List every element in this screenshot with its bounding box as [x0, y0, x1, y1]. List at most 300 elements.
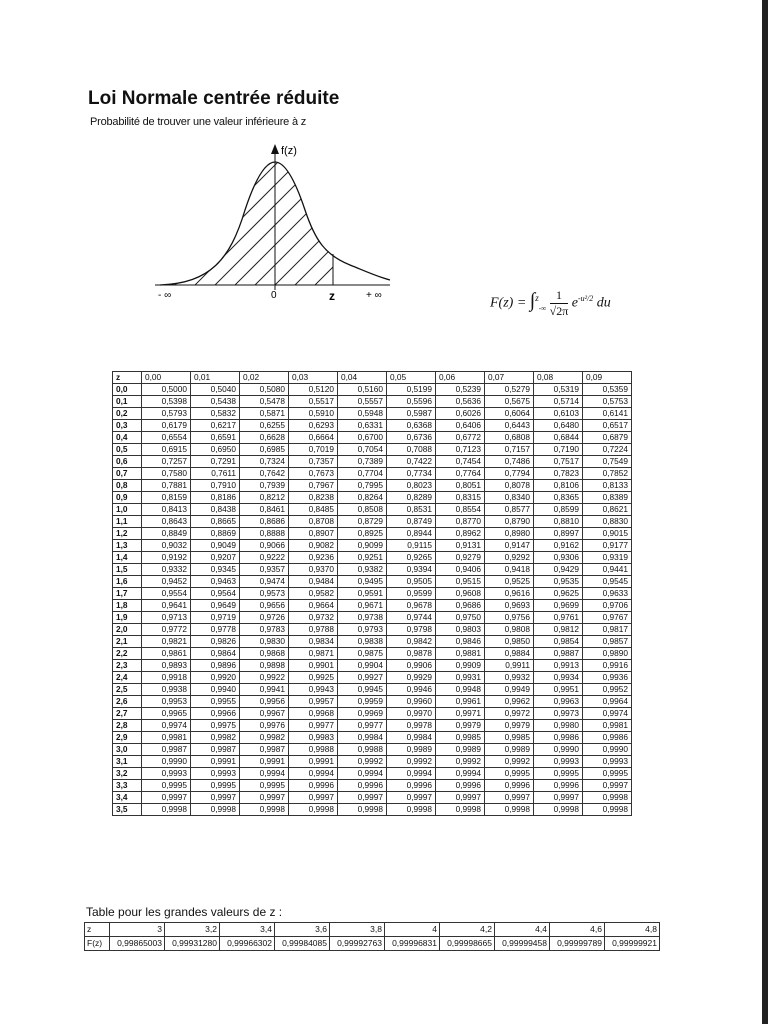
table-cell: 0,7704 — [338, 468, 387, 480]
normal-curve-figure — [150, 140, 400, 310]
table-cell: 0,9726 — [240, 612, 289, 624]
table-cell: 0,9808 — [485, 624, 534, 636]
table-cell: 0,9633 — [583, 588, 632, 600]
table-cell: 0,9857 — [583, 636, 632, 648]
table-cell: 0,7357 — [289, 456, 338, 468]
table-cell: 0,6217 — [191, 420, 240, 432]
table-cell: 0,9591 — [338, 588, 387, 600]
large-values-z-cell: 3,2 — [165, 923, 220, 937]
table-cell: 0,7224 — [583, 444, 632, 456]
table-cell: 0,9767 — [583, 612, 632, 624]
table-cell: 0,9997 — [240, 792, 289, 804]
table-cell: 0,9943 — [289, 684, 338, 696]
table-cell: 0,9357 — [240, 564, 289, 576]
table-cell: 0,8389 — [583, 492, 632, 504]
table-row — [113, 720, 632, 732]
table-cell: 0,8365 — [534, 492, 583, 504]
table-cell: 0,5910 — [289, 408, 338, 420]
table-cell: 0,8078 — [485, 480, 534, 492]
table-cell: 0,9394 — [387, 564, 436, 576]
table-cell: 0,9719 — [191, 612, 240, 624]
table-cell: 0,8264 — [338, 492, 387, 504]
table-cell: 0,9979 — [436, 720, 485, 732]
table-cell: 0,9279 — [436, 552, 485, 564]
table-row — [113, 744, 632, 756]
table-cell: 0,8485 — [289, 504, 338, 516]
formula-lhs: F(z) = — [490, 295, 527, 311]
table-cell: 0,9545 — [583, 576, 632, 588]
column-header: 0,05 — [387, 372, 436, 384]
table-cell: 0,5199 — [387, 384, 436, 396]
table-cell: 0,9913 — [534, 660, 583, 672]
row-z-label: 0,3 — [113, 420, 142, 432]
large-values-f-cell: 0,99966302 — [220, 937, 275, 951]
table-cell: 0,9693 — [485, 600, 534, 612]
table-row — [113, 540, 632, 552]
table-cell: 0,7486 — [485, 456, 534, 468]
table-cell: 0,6844 — [534, 432, 583, 444]
large-values-f-cell: 0,99865003 — [110, 937, 165, 951]
table-cell: 0,6293 — [289, 420, 338, 432]
table-cell: 0,9987 — [191, 744, 240, 756]
table-cell: 0,9993 — [583, 756, 632, 768]
table-cell: 0,9998 — [387, 804, 436, 816]
table-cell: 0,9732 — [289, 612, 338, 624]
table-cell: 0,9965 — [142, 708, 191, 720]
table-cell: 0,7794 — [485, 468, 534, 480]
table-cell: 0,5636 — [436, 396, 485, 408]
table-cell: 0,8643 — [142, 516, 191, 528]
row-z-label: 0,8 — [113, 480, 142, 492]
table-cell: 0,9986 — [534, 732, 583, 744]
table-row — [113, 588, 632, 600]
table-row — [113, 624, 632, 636]
table-cell: 0,9332 — [142, 564, 191, 576]
table-cell: 0,9997 — [387, 792, 436, 804]
table-cell: 0,9956 — [240, 696, 289, 708]
table-cell: 0,9207 — [191, 552, 240, 564]
table-cell: 0,7157 — [485, 444, 534, 456]
table-row — [113, 804, 632, 816]
table-cell: 0,9997 — [191, 792, 240, 804]
large-values-z-cell: 4,2 — [440, 923, 495, 937]
table-cell: 0,8413 — [142, 504, 191, 516]
table-cell: 0,9998 — [289, 804, 338, 816]
table-row — [113, 408, 632, 420]
table-cell: 0,7852 — [583, 468, 632, 480]
table-cell: 0,9927 — [338, 672, 387, 684]
table-cell: 0,9875 — [338, 648, 387, 660]
table-cell: 0,9934 — [534, 672, 583, 684]
table-cell: 0,9821 — [142, 636, 191, 648]
table-cell: 0,9671 — [338, 600, 387, 612]
x-label-neg-inf: - ∞ — [158, 290, 172, 301]
table-cell: 0,9997 — [436, 792, 485, 804]
table-cell: 0,9931 — [436, 672, 485, 684]
table-cell: 0,9974 — [583, 708, 632, 720]
table-cell: 0,9998 — [583, 804, 632, 816]
table-cell: 0,9901 — [289, 660, 338, 672]
row-z-label: 0,1 — [113, 396, 142, 408]
formula-exponent: -u²/2 — [577, 294, 594, 304]
table-cell: 0,9817 — [583, 624, 632, 636]
row-z-label: 2,4 — [113, 672, 142, 684]
column-header: 0,01 — [191, 372, 240, 384]
table-cell: 0,6103 — [534, 408, 583, 420]
table-row — [113, 600, 632, 612]
table-cell: 0,9854 — [534, 636, 583, 648]
large-values-z-cell: 3,8 — [330, 923, 385, 937]
table-cell: 0,9992 — [485, 756, 534, 768]
table-cell: 0,9803 — [436, 624, 485, 636]
table-cell: 0,9996 — [338, 780, 387, 792]
table-cell: 0,9982 — [240, 732, 289, 744]
column-header: 0,02 — [240, 372, 289, 384]
row-z-label: 0,7 — [113, 468, 142, 480]
table-cell: 0,9949 — [485, 684, 534, 696]
table-row — [113, 504, 632, 516]
table-cell: 0,9968 — [289, 708, 338, 720]
table-cell: 0,9998 — [142, 804, 191, 816]
table-cell: 0,9834 — [289, 636, 338, 648]
table-cell: 0,9515 — [436, 576, 485, 588]
table-cell: 0,9994 — [338, 768, 387, 780]
table-cell: 0,9812 — [534, 624, 583, 636]
table-cell: 0,5793 — [142, 408, 191, 420]
table-row — [113, 612, 632, 624]
column-header: 0,09 — [583, 372, 632, 384]
row-z-label: 2,1 — [113, 636, 142, 648]
table-cell: 0,8315 — [436, 492, 485, 504]
large-values-f-cell: 0,99984085 — [275, 937, 330, 951]
table-cell: 0,5714 — [534, 396, 583, 408]
table-cell: 0,9998 — [485, 804, 534, 816]
table-cell: 0,9625 — [534, 588, 583, 600]
table-cell: 0,9441 — [583, 564, 632, 576]
table-row — [113, 684, 632, 696]
table-cell: 0,6879 — [583, 432, 632, 444]
table-cell: 0,9909 — [436, 660, 485, 672]
table-cell: 0,8888 — [240, 528, 289, 540]
table-cell: 0,9906 — [387, 660, 436, 672]
table-cell: 0,9961 — [436, 696, 485, 708]
table-cell: 0,9997 — [583, 780, 632, 792]
table-cell: 0,9861 — [142, 648, 191, 660]
y-axis-arrow — [271, 144, 279, 154]
table-cell: 0,8051 — [436, 480, 485, 492]
row-z-label: 2,3 — [113, 660, 142, 672]
table-cell: 0,9738 — [338, 612, 387, 624]
table-cell: 0,8212 — [240, 492, 289, 504]
table-cell: 0,6517 — [583, 420, 632, 432]
table-row — [113, 516, 632, 528]
table-row — [113, 636, 632, 648]
table-cell: 0,9971 — [436, 708, 485, 720]
table-cell: 0,9678 — [387, 600, 436, 612]
table-cell: 0,8665 — [191, 516, 240, 528]
table-cell: 0,9564 — [191, 588, 240, 600]
table-cell: 0,6772 — [436, 432, 485, 444]
table-cell: 0,9986 — [583, 732, 632, 744]
table-cell: 0,9995 — [191, 780, 240, 792]
table-cell: 0,9535 — [534, 576, 583, 588]
table-cell: 0,9554 — [142, 588, 191, 600]
table-cell: 0,9992 — [338, 756, 387, 768]
table-cell: 0,8621 — [583, 504, 632, 516]
large-values-z-cell: 4,4 — [495, 923, 550, 937]
row-z-label: 3,3 — [113, 780, 142, 792]
table-cell: 0,9975 — [191, 720, 240, 732]
table-cell: 0,9793 — [338, 624, 387, 636]
table-row — [113, 660, 632, 672]
table-cell: 0,9713 — [142, 612, 191, 624]
table-cell: 0,8749 — [387, 516, 436, 528]
table-cell: 0,7257 — [142, 456, 191, 468]
table-cell: 0,9969 — [338, 708, 387, 720]
row-z-label: 1,9 — [113, 612, 142, 624]
table-cell: 0,9989 — [436, 744, 485, 756]
normal-table-corner: z — [113, 372, 142, 384]
table-cell: 0,9890 — [583, 648, 632, 660]
table-cell: 0,6736 — [387, 432, 436, 444]
table-cell: 0,9993 — [534, 756, 583, 768]
row-z-label: 3,0 — [113, 744, 142, 756]
table-cell: 0,9871 — [289, 648, 338, 660]
table-cell: 0,6950 — [191, 444, 240, 456]
table-row — [113, 732, 632, 744]
table-cell: 0,9997 — [338, 792, 387, 804]
table-cell: 0,6331 — [338, 420, 387, 432]
table-cell: 0,8531 — [387, 504, 436, 516]
table-cell: 0,9996 — [485, 780, 534, 792]
table-cell: 0,9893 — [142, 660, 191, 672]
table-cell: 0,7324 — [240, 456, 289, 468]
row-z-label: 0,2 — [113, 408, 142, 420]
table-cell: 0,5832 — [191, 408, 240, 420]
table-cell: 0,8133 — [583, 480, 632, 492]
table-cell: 0,9846 — [436, 636, 485, 648]
row-z-label: 3,5 — [113, 804, 142, 816]
table-cell: 0,5517 — [289, 396, 338, 408]
table-cell: 0,9474 — [240, 576, 289, 588]
table-cell: 0,5438 — [191, 396, 240, 408]
page-edge — [762, 0, 768, 1024]
table-cell: 0,9887 — [534, 648, 583, 660]
table-cell: 0,8508 — [338, 504, 387, 516]
table-cell: 0,9251 — [338, 552, 387, 564]
large-values-f-cell: 0,99931280 — [165, 937, 220, 951]
table-cell: 0,9881 — [436, 648, 485, 660]
row-z-label: 2,5 — [113, 684, 142, 696]
row-z-label: 0,6 — [113, 456, 142, 468]
table-cell: 0,9573 — [240, 588, 289, 600]
table-cell: 0,9951 — [534, 684, 583, 696]
table-cell: 0,8869 — [191, 528, 240, 540]
table-cell: 0,9686 — [436, 600, 485, 612]
table-cell: 0,9996 — [436, 780, 485, 792]
table-cell: 0,9957 — [289, 696, 338, 708]
x-label-z: z — [329, 289, 335, 303]
table-cell: 0,7939 — [240, 480, 289, 492]
column-header: 0,07 — [485, 372, 534, 384]
table-cell: 0,9868 — [240, 648, 289, 660]
table-cell: 0,9761 — [534, 612, 583, 624]
table-cell: 0,5398 — [142, 396, 191, 408]
table-cell: 0,9962 — [485, 696, 534, 708]
table-cell: 0,7910 — [191, 480, 240, 492]
table-cell: 0,9265 — [387, 552, 436, 564]
table-cell: 0,9032 — [142, 540, 191, 552]
row-z-label: 1,7 — [113, 588, 142, 600]
table-cell: 0,9992 — [387, 756, 436, 768]
table-cell: 0,9979 — [485, 720, 534, 732]
table-cell: 0,9798 — [387, 624, 436, 636]
table-cell: 0,9922 — [240, 672, 289, 684]
table-cell: 0,9990 — [534, 744, 583, 756]
table-cell: 0,8790 — [485, 516, 534, 528]
row-z-label: 1,5 — [113, 564, 142, 576]
table-cell: 0,9788 — [289, 624, 338, 636]
table-cell: 0,9699 — [534, 600, 583, 612]
table-cell: 0,8962 — [436, 528, 485, 540]
y-axis-label: f(z) — [281, 145, 297, 157]
large-values-f-row — [85, 937, 660, 951]
table-cell: 0,5239 — [436, 384, 485, 396]
table-cell: 0,8925 — [338, 528, 387, 540]
large-values-z-cell: 3,6 — [275, 923, 330, 937]
table-cell: 0,9452 — [142, 576, 191, 588]
table-cell: 0,6368 — [387, 420, 436, 432]
table-cell: 0,6915 — [142, 444, 191, 456]
table-cell: 0,9463 — [191, 576, 240, 588]
table-cell: 0,8599 — [534, 504, 583, 516]
table-cell: 0,5478 — [240, 396, 289, 408]
large-values-f-cell: 0,99999789 — [550, 937, 605, 951]
table-cell: 0,7764 — [436, 468, 485, 480]
large-values-f-cell: 0,99992763 — [330, 937, 385, 951]
table-cell: 0,9382 — [338, 564, 387, 576]
table-cell: 0,5596 — [387, 396, 436, 408]
table-cell: 0,9898 — [240, 660, 289, 672]
table-cell: 0,7580 — [142, 468, 191, 480]
table-cell: 0,9916 — [583, 660, 632, 672]
row-z-label: 2,2 — [113, 648, 142, 660]
page-title: Loi Normale centrée réduite — [88, 88, 340, 109]
table-cell: 0,9896 — [191, 660, 240, 672]
table-cell: 0,9966 — [191, 708, 240, 720]
table-cell: 0,5160 — [338, 384, 387, 396]
table-cell: 0,9429 — [534, 564, 583, 576]
table-cell: 0,9998 — [436, 804, 485, 816]
row-z-label: 0,9 — [113, 492, 142, 504]
table-cell: 0,9936 — [583, 672, 632, 684]
table-cell: 0,9929 — [387, 672, 436, 684]
table-cell: 0,9987 — [240, 744, 289, 756]
normal-table-body — [113, 384, 632, 816]
table-cell: 0,6026 — [436, 408, 485, 420]
table-cell: 0,7823 — [534, 468, 583, 480]
integral-sign-icon: ∫ — [529, 289, 536, 312]
table-cell: 0,9778 — [191, 624, 240, 636]
table-cell: 0,9990 — [142, 756, 191, 768]
table-row — [113, 672, 632, 684]
table-row — [113, 492, 632, 504]
table-cell: 0,9972 — [485, 708, 534, 720]
large-values-z-cell: 4,8 — [605, 923, 660, 937]
table-cell: 0,7881 — [142, 480, 191, 492]
table-cell: 0,8554 — [436, 504, 485, 516]
table-cell: 0,9131 — [436, 540, 485, 552]
table-cell: 0,9996 — [289, 780, 338, 792]
table-cell: 0,6141 — [583, 408, 632, 420]
table-cell: 0,9984 — [338, 732, 387, 744]
table-cell: 0,9319 — [583, 552, 632, 564]
table-cell: 0,6554 — [142, 432, 191, 444]
table-cell: 0,9997 — [534, 792, 583, 804]
table-cell: 0,9995 — [485, 768, 534, 780]
table-cell: 0,9656 — [240, 600, 289, 612]
table-cell: 0,9946 — [387, 684, 436, 696]
large-values-z-row — [85, 923, 660, 937]
integral-upper: z — [535, 293, 539, 304]
large-values-table — [84, 922, 660, 951]
large-values-z-label: z — [85, 923, 110, 937]
page-subtitle: Probabilité de trouver une valeur inférieure à z — [90, 116, 307, 128]
column-header: 0,00 — [142, 372, 191, 384]
table-cell: 0,9864 — [191, 648, 240, 660]
table-cell: 0,9994 — [240, 768, 289, 780]
table-cell: 0,8461 — [240, 504, 289, 516]
table-cell: 0,5319 — [534, 384, 583, 396]
table-cell: 0,6985 — [240, 444, 289, 456]
table-cell: 0,9987 — [142, 744, 191, 756]
table-cell: 0,9948 — [436, 684, 485, 696]
table-cell: 0,8810 — [534, 516, 583, 528]
large-values-f-cell: 0,99999921 — [605, 937, 660, 951]
table-cell: 0,7389 — [338, 456, 387, 468]
table-cell: 0,9641 — [142, 600, 191, 612]
large-values-z-cell: 4,6 — [550, 923, 605, 937]
large-values-f-cell: 0,99996831 — [385, 937, 440, 951]
table-cell: 0,7642 — [240, 468, 289, 480]
table-cell: 0,9989 — [387, 744, 436, 756]
table-cell: 0,9995 — [534, 768, 583, 780]
table-cell: 0,9938 — [142, 684, 191, 696]
table-cell: 0,8186 — [191, 492, 240, 504]
table-cell: 0,6480 — [534, 420, 583, 432]
table-row — [113, 456, 632, 468]
table-cell: 0,9222 — [240, 552, 289, 564]
table-cell: 0,9991 — [191, 756, 240, 768]
table-cell: 0,6179 — [142, 420, 191, 432]
table-cell: 0,9982 — [191, 732, 240, 744]
table-cell: 0,9838 — [338, 636, 387, 648]
formula-fraction — [550, 288, 569, 319]
table-cell: 0,9236 — [289, 552, 338, 564]
table-cell: 0,8340 — [485, 492, 534, 504]
row-z-label: 0,5 — [113, 444, 142, 456]
table-cell: 0,5040 — [191, 384, 240, 396]
table-cell: 0,9967 — [240, 708, 289, 720]
table-cell: 0,9582 — [289, 588, 338, 600]
table-cell: 0,9960 — [387, 696, 436, 708]
table-cell: 0,9750 — [436, 612, 485, 624]
formula-numerator: 1 — [550, 288, 569, 304]
row-z-label: 3,1 — [113, 756, 142, 768]
table-cell: 0,8997 — [534, 528, 583, 540]
row-z-label: 1,2 — [113, 528, 142, 540]
table-cell: 0,9878 — [387, 648, 436, 660]
